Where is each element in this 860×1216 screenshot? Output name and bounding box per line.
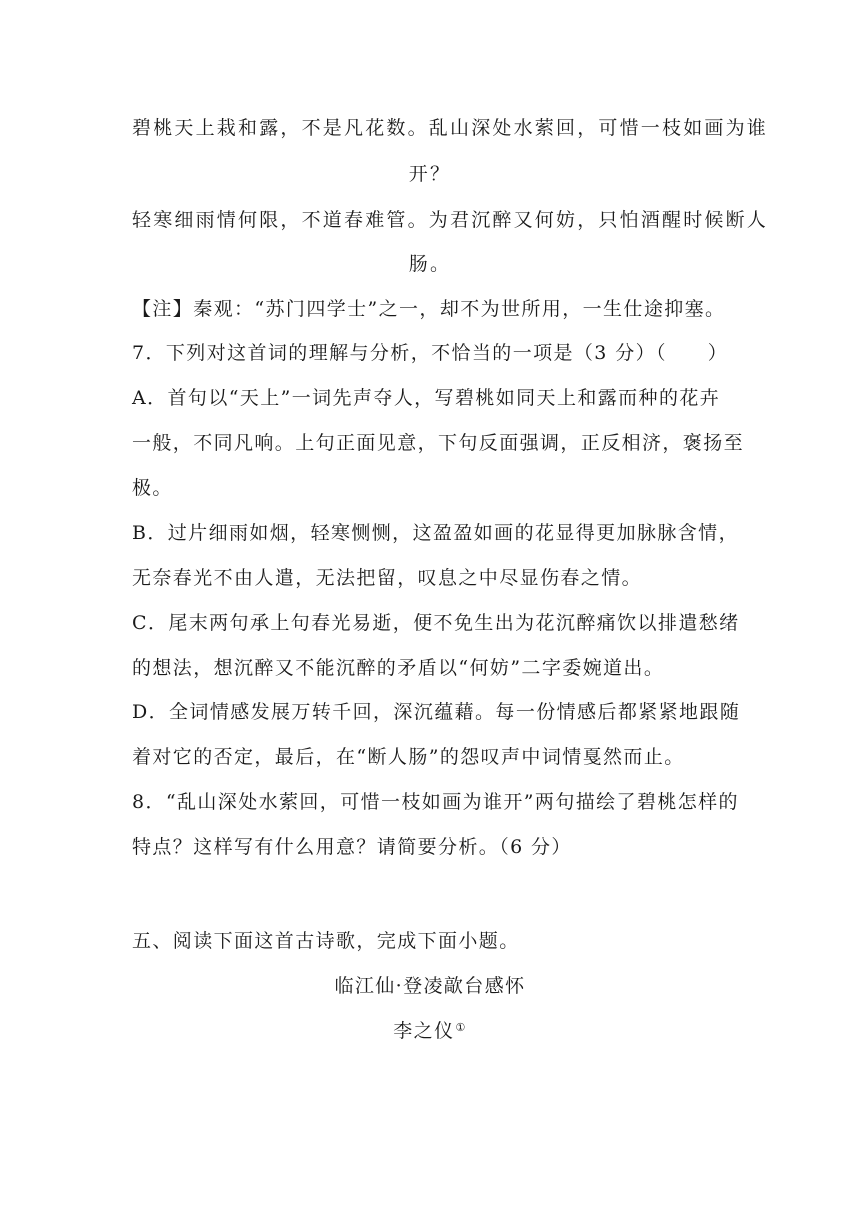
- question-7-stem: 7．下列对这首词的理解与分析，不恰当的一项是（3 分）（ ）: [132, 342, 729, 364]
- poem-line-2: 轻寒细雨情何限，不道春难管。为君沉醉又何妨，只怕酒醒时候断人: [132, 209, 769, 231]
- question-7-option-a-line-2: 一般，不同凡响。上句正面见意，下句反面强调，正反相济，褒扬至: [132, 432, 745, 454]
- section-5-heading: 五、阅读下面这首古诗歌，完成下面小题。: [132, 930, 520, 952]
- question-7-option-b-line-1: B．过片细雨如烟，轻寒恻恻，这盈盈如画的花显得更加脉脉含情，: [132, 522, 739, 544]
- question-7-option-d-line-1: D．全词情感发展万转千回，深沉蕴藉。每一份情感后都紧紧地跟随: [132, 701, 741, 723]
- poem-line-2-continuation: 肠。: [408, 253, 452, 275]
- author-name: 李之仪: [393, 1020, 455, 1042]
- question-7-option-a-line-1: A．首句以“天上”一词先声夺人，写碧桃如同天上和露而种的花卉: [132, 387, 721, 409]
- poem-line-1: 碧桃天上栽和露，不是凡花数。乱山深处水萦回，可惜一枝如画为谁: [132, 117, 769, 139]
- section-5-poem-title: 临江仙·登凌歊台感怀: [334, 975, 526, 997]
- author-footnote-marker: ①: [455, 1021, 467, 1034]
- question-7-option-c-line-2: 的想法，想沉醉又不能沉醉的矛盾以“何妨”二字委婉道出。: [132, 657, 665, 679]
- section-5-author: [0, 1019, 860, 1043]
- question-7-option-b-line-2: 无奈春光不由人遣，无法把留，叹息之中尽显伤春之情。: [132, 567, 643, 589]
- question-7-option-d-line-2: 着对它的否定，最后，在“断人肠”的怨叹声中词情戛然而止。: [132, 746, 685, 768]
- question-7-option-c-line-1: C．尾末两句承上句春光易逝，便不免生出为花沉醉痛饮以排遣愁绪: [132, 612, 740, 634]
- question-7-option-a-line-3: 极。: [132, 477, 173, 499]
- poem-line-1-continuation: 开？: [408, 163, 452, 185]
- poem-note: 【注】秦观：“苏门四学士”之一，却不为世所用，一生仕途抑塞。: [132, 298, 726, 320]
- question-8-line-2: 特点？这样写有什么用意？请简要分析。（6 分）: [132, 836, 572, 858]
- question-8-line-1: 8．“乱山深处水萦回，可惜一枝如画为谁开”两句描绘了碧桃怎样的: [132, 791, 739, 813]
